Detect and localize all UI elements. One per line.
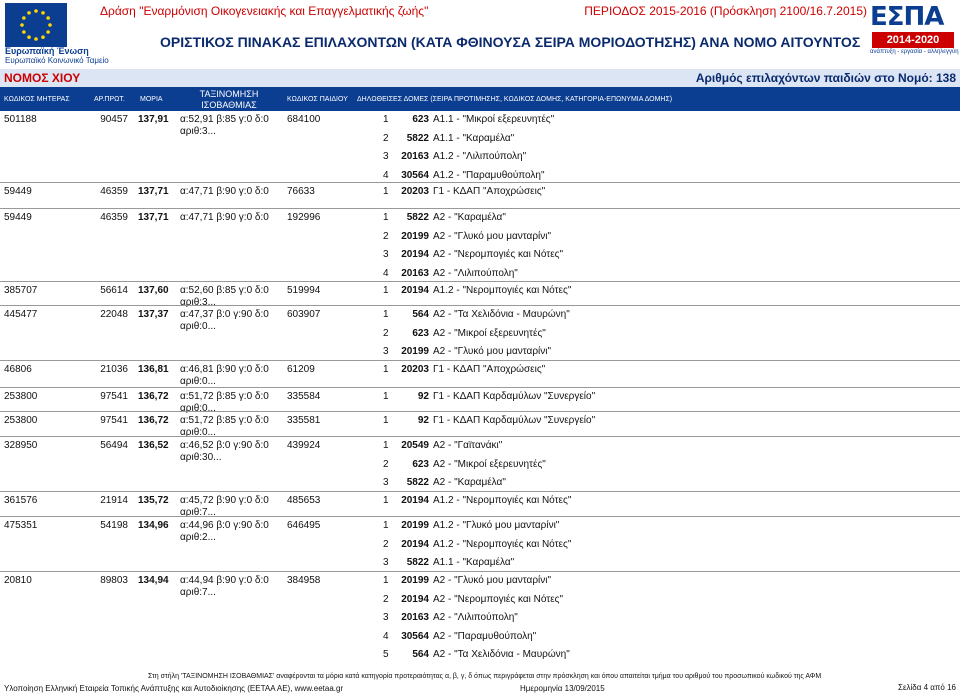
- structure-code: 30564: [401, 169, 429, 181]
- structure-order: 2: [383, 327, 389, 339]
- structure-code: 5822: [406, 132, 429, 144]
- moria-cell: 136,72: [138, 391, 169, 402]
- structure-order: 1: [383, 114, 389, 125]
- moria-cell: 134,96: [138, 520, 169, 531]
- structure-code: 20194: [401, 495, 429, 506]
- eu-flag-logo: [5, 3, 67, 47]
- table-row: [0, 571, 960, 666]
- structure-code: 20194: [401, 285, 429, 296]
- ranking-cell: α:46,81 β:90 γ:0 δ:0 αριθ:0...: [180, 364, 269, 387]
- protocol-cell: 46359: [100, 186, 128, 197]
- eu-caption-line2: Ευρωπαϊκό Κοινωνικό Ταμείο: [5, 56, 109, 65]
- protocol-cell: 21914: [100, 495, 128, 506]
- child-code-cell: 335584: [287, 391, 321, 402]
- structure-order: 2: [383, 458, 389, 470]
- structure-order: 1: [383, 495, 389, 506]
- table-row: [0, 387, 960, 414]
- document-title: ΟΡΙΣΤΙΚΟΣ ΠΙΝΑΚΑΣ ΕΠΙΛΑΧΟΝΤΩΝ (ΚΑΤΑ ΦΘΙΝΟΥΣΑ ΣΕΙΡΑ ΜΟΡΙΟΔΟΤΗΣΗΣ) ΑΝΑ ΝΟΜΟ ΑΙΤΟΥΝΤΟΣ: [160, 34, 861, 50]
- child-code-cell: 439924: [287, 440, 321, 451]
- structure-code: 564: [412, 309, 429, 320]
- structure-order: 1: [383, 285, 389, 296]
- structure-name: Α1.2 - "Νερομπογιές και Νότες": [433, 538, 572, 550]
- structure-name: Α2 - "Λιλιπούπολη": [433, 612, 518, 623]
- child-code-cell: 646495: [287, 520, 321, 531]
- moria-cell: 137,60: [138, 285, 169, 296]
- col-protocol: ΑΡ.ΠΡΩΤ.: [94, 96, 125, 103]
- table-row: [0, 305, 960, 360]
- protocol-cell: 21036: [100, 364, 128, 375]
- structure-name: Γ1 - ΚΔΑΠ Καρδαμύλων "Συνεργείο": [433, 415, 596, 426]
- structure-name: Α1.2 - "Νερομπογιές και Νότες": [433, 495, 572, 506]
- mother-code-cell: 445477: [4, 309, 38, 320]
- structure-order: 1: [383, 309, 389, 320]
- table-row: [0, 516, 960, 571]
- structure-code: 20163: [401, 267, 429, 279]
- structure-order: 3: [383, 249, 389, 260]
- structure-code: 623: [412, 114, 429, 125]
- structure-code: 20194: [401, 538, 429, 550]
- structure-order: 4: [383, 267, 389, 279]
- footer-date: Ημερομηνία 13/09/2015: [520, 684, 605, 693]
- child-code-cell: 76633: [287, 186, 315, 197]
- structure-code: 623: [412, 458, 429, 470]
- structure-order: 1: [383, 186, 389, 197]
- structure-order: 1: [383, 415, 389, 426]
- structure-code: 623: [412, 327, 429, 339]
- mother-code-cell: 59449: [4, 212, 32, 223]
- child-code-cell: 192996: [287, 212, 321, 223]
- structure-name: Α2 - "Νερομπογιές και Νότες": [433, 249, 564, 260]
- protocol-cell: 56614: [100, 285, 128, 296]
- structure-order: 3: [383, 346, 389, 357]
- protocol-cell: 56494: [100, 440, 128, 451]
- structure-name: Α2 - "Καραμέλα": [433, 212, 506, 223]
- mother-code-cell: 46806: [4, 364, 32, 375]
- structure-code: 564: [412, 649, 429, 660]
- protocol-cell: 22048: [100, 309, 128, 320]
- mother-code-cell: 20810: [4, 575, 32, 586]
- structure-code: 30564: [401, 630, 429, 642]
- moria-cell: 137,91: [138, 114, 169, 125]
- footer-org: Υλοποίηση Ελληνική Εταιρεία Τοπικής Ανάπτυξης και Αυτοδιοίκησης (ΕΕΤΑΑ ΑΕ), www.eetaa.gr: [4, 684, 344, 693]
- child-code-cell: 603907: [287, 309, 321, 320]
- structure-code: 20203: [401, 186, 429, 197]
- structure-order: 5: [383, 649, 389, 660]
- structure-code: 20199: [401, 230, 429, 242]
- moria-cell: 137,71: [138, 212, 169, 223]
- structure-code: 20194: [401, 249, 429, 260]
- ranking-cell: α:44,96 β:0 γ:90 δ:0 αριθ:2...: [180, 520, 269, 543]
- protocol-cell: 54198: [100, 520, 128, 531]
- structure-order: 4: [383, 169, 389, 181]
- table-row: [0, 281, 960, 308]
- structure-code: 92: [417, 415, 429, 426]
- moria-cell: 134,94: [138, 575, 169, 586]
- table-header: [0, 87, 960, 111]
- structure-order: 3: [383, 612, 389, 623]
- espa-logo: [870, 2, 959, 55]
- mother-code-cell: 385707: [4, 285, 38, 296]
- mother-code-cell: 253800: [4, 415, 38, 426]
- structure-order: 4: [383, 630, 389, 642]
- moria-cell: 137,37: [138, 309, 169, 320]
- col-ranking: ΤΑΞΙΝΟΜΗΣΗ ΙΣΟΒΑΘΜΙΑΣ: [199, 89, 259, 110]
- structure-code: 20549: [401, 440, 429, 451]
- child-code-cell: 61209: [287, 364, 315, 375]
- child-code-cell: 335581: [287, 415, 321, 426]
- structure-name: Α2 - "Γλυκό μου μανταρίνι": [433, 346, 552, 357]
- col-mother-code: ΚΩΔΙΚΟΣ ΜΗΤΕΡΑΣ: [4, 96, 70, 103]
- eu-caption: [5, 47, 115, 65]
- structure-code: 20194: [401, 593, 429, 605]
- eu-caption-line1: Ευρωπαϊκή Ένωση: [5, 46, 89, 56]
- structure-name: Α1.2 - "Παραμυθούπολη": [433, 169, 545, 181]
- eu-stars-icon: [5, 3, 67, 47]
- structure-name: Γ1 - ΚΔΑΠ "Αποχρώσεις": [433, 364, 546, 375]
- child-code-cell: 519994: [287, 285, 321, 296]
- structure-code: 92: [417, 391, 429, 402]
- structure-name: Α2 - "Λιλιπούπολη": [433, 267, 518, 279]
- structure-code: 5822: [406, 477, 429, 488]
- child-code-cell: 485653: [287, 495, 321, 506]
- ranking-cell: α:47,71 β:90 γ:0 δ:0: [180, 212, 269, 223]
- structure-name: Α1.2 - "Νερομπογιές και Νότες": [433, 285, 572, 296]
- structure-order: 2: [383, 593, 389, 605]
- structure-name: Α1.1 - "Καραμέλα": [433, 132, 515, 144]
- structure-name: Α2 - "Γαϊτανάκι": [433, 440, 503, 451]
- nomos-count: Αριθμός επιλαχόντων παιδιών στο Νομό: 138: [695, 71, 956, 85]
- structure-code: 20199: [401, 575, 429, 586]
- structure-code: 20199: [401, 346, 429, 357]
- structure-order: 3: [383, 557, 389, 568]
- footer-page: Σελίδα 4 από 16: [898, 683, 956, 692]
- structure-order: 2: [383, 132, 389, 144]
- structure-name: Α2 - "Τα Χελιδόνια - Μαυρώνη": [433, 649, 570, 660]
- structure-name: Α2 - "Καραμέλα": [433, 477, 506, 488]
- structure-order: 1: [383, 364, 389, 375]
- nomos-name: ΝΟΜΟΣ ΧΙΟΥ: [4, 71, 81, 85]
- structure-code: 20199: [401, 520, 429, 531]
- nomos-bar: [0, 69, 960, 87]
- structure-order: 1: [383, 391, 389, 402]
- protocol-cell: 97541: [100, 415, 128, 426]
- structure-name: Α1.1 - "Μικροί εξερευνητές": [433, 114, 555, 125]
- espa-years: 2014-2020: [872, 32, 954, 48]
- structure-order: 1: [383, 575, 389, 586]
- moria-cell: 136,52: [138, 440, 169, 451]
- structure-name: Γ1 - ΚΔΑΠ Καρδαμύλων "Συνεργείο": [433, 391, 596, 402]
- protocol-cell: 97541: [100, 391, 128, 402]
- ranking-cell: α:46,52 β:0 γ:90 δ:0 αριθ:30...: [180, 440, 269, 463]
- ranking-cell: α:52,60 β:85 γ:0 δ:0 αριθ:3...: [180, 285, 269, 308]
- structure-code: 5822: [406, 557, 429, 568]
- structure-name: Α1.2 - "Λιλιπούπολη": [433, 151, 527, 162]
- table-row: [0, 491, 960, 516]
- col-child-code: ΚΩΔΙΚΟΣ ΠΑΙΔΙΟΥ: [287, 96, 348, 103]
- structure-name: Α1.1 - "Καραμέλα": [433, 557, 515, 568]
- moria-cell: 136,72: [138, 415, 169, 426]
- mother-code-cell: 501188: [4, 114, 37, 125]
- structure-order: 2: [383, 538, 389, 550]
- structure-order: 3: [383, 477, 389, 488]
- footer-note: Στη στήλη 'ΤΑΞΙΝΟΜΗΣΗ ΙΣΟΒΑΘΜΙΑΣ' αναφέρονται τα μόρια κατά κατηγορία προτεραιότητας α, β, γ, δ όπως περιγράφεται στην πρόσκληση και όπου απαιτείται τμήμα του αριθμού του προσωπικού κωδικού της ΑΦΜ: [148, 673, 822, 680]
- ranking-cell: α:52,91 β:85 γ:0 δ:0 αριθ:3...: [180, 114, 269, 137]
- mother-code-cell: 253800: [4, 391, 38, 402]
- ranking-cell: α:47,37 β:0 γ:90 δ:0 αριθ:0...: [180, 309, 269, 332]
- structure-name: Α2 - "Μικροί εξερευνητές": [433, 327, 546, 339]
- protocol-cell: 89803: [100, 575, 128, 586]
- child-code-cell: 384958: [287, 575, 321, 586]
- structure-code: 5822: [406, 212, 429, 223]
- moria-cell: 137,71: [138, 186, 169, 197]
- structure-name: Α1.2 - "Γλυκό μου μανταρίνι": [433, 520, 560, 531]
- structure-name: Α2 - "Νερομπογιές και Νότες": [433, 593, 564, 605]
- protocol-cell: 46359: [100, 212, 128, 223]
- structure-name: Α2 - "Γλυκό μου μανταρίνι": [433, 575, 552, 586]
- mother-code-cell: 59449: [4, 186, 32, 197]
- ranking-cell: α:47,71 β:90 γ:0 δ:0: [180, 186, 269, 197]
- moria-cell: 135,72: [138, 495, 169, 506]
- table-row: [0, 411, 960, 436]
- structure-name: Α2 - "Γλυκό μου μανταρίνι": [433, 230, 552, 242]
- col-moria: ΜΟΡΙΑ: [140, 96, 163, 103]
- structure-order: 3: [383, 151, 389, 162]
- structure-name: Α2 - "Μικροί εξερευνητές": [433, 458, 546, 470]
- col-structures: ΔΗΛΩΘΕΙΣΕΣ ΔΟΜΕΣ (ΣΕΙΡΑ ΠΡΟΤΙΜΗΣΗΣ, ΚΩΔΙΚΟΣ ΔΟΜΗΣ, ΚΑΤΗΓΟΡΙΑ-ΕΠΩΝΥΜΙΑ ΔΟΜΗΣ): [357, 96, 673, 103]
- structure-order: 1: [383, 520, 389, 531]
- structure-name: Γ1 - ΚΔΑΠ "Αποχρώσεις": [433, 186, 546, 197]
- table-row: [0, 436, 960, 491]
- espa-word: ΕΣΠΑ: [870, 2, 944, 32]
- protocol-cell: 90457: [100, 114, 128, 125]
- espa-subtitle: ανάπτυξη - εργασία - αλληλεγγύη: [870, 49, 959, 55]
- period-title: ΠΕΡΙΟΔΟΣ 2015-2016 (Πρόσκληση 2100/16.7.2015): [584, 4, 867, 18]
- mother-code-cell: 475351: [4, 520, 38, 531]
- table-row: [0, 182, 960, 208]
- structure-name: Α2 - "Τα Χελιδόνια - Μαυρώνη": [433, 309, 570, 320]
- structure-name: Α2 - "Παραμυθούπολη": [433, 630, 537, 642]
- ranking-cell: α:51,72 β:85 γ:0 δ:0 αριθ:0...: [180, 415, 269, 438]
- mother-code-cell: 361576: [4, 495, 38, 506]
- program-title: Δράση "Εναρμόνιση Οικογενειακής και Επαγγελματικής ζωής": [100, 4, 429, 18]
- ranking-cell: α:51,72 β:85 γ:0 δ:0 αριθ:0...: [180, 391, 269, 414]
- table-row: [0, 360, 960, 387]
- table-row: [0, 208, 960, 281]
- structure-order: 2: [383, 230, 389, 242]
- child-code-cell: 684100: [287, 114, 321, 125]
- structure-code: 20163: [401, 151, 429, 162]
- table-row: [0, 111, 960, 182]
- ranking-cell: α:44,94 β:90 γ:0 δ:0 αριθ:7...: [180, 575, 269, 598]
- structure-order: 1: [383, 212, 389, 223]
- structure-order: 1: [383, 440, 389, 451]
- mother-code-cell: 328950: [4, 440, 38, 451]
- moria-cell: 136,81: [138, 364, 169, 375]
- structure-code: 20163: [401, 612, 429, 623]
- ranking-cell: α:45,72 β:90 γ:0 δ:0 αριθ:7...: [180, 495, 269, 518]
- structure-code: 20203: [401, 364, 429, 375]
